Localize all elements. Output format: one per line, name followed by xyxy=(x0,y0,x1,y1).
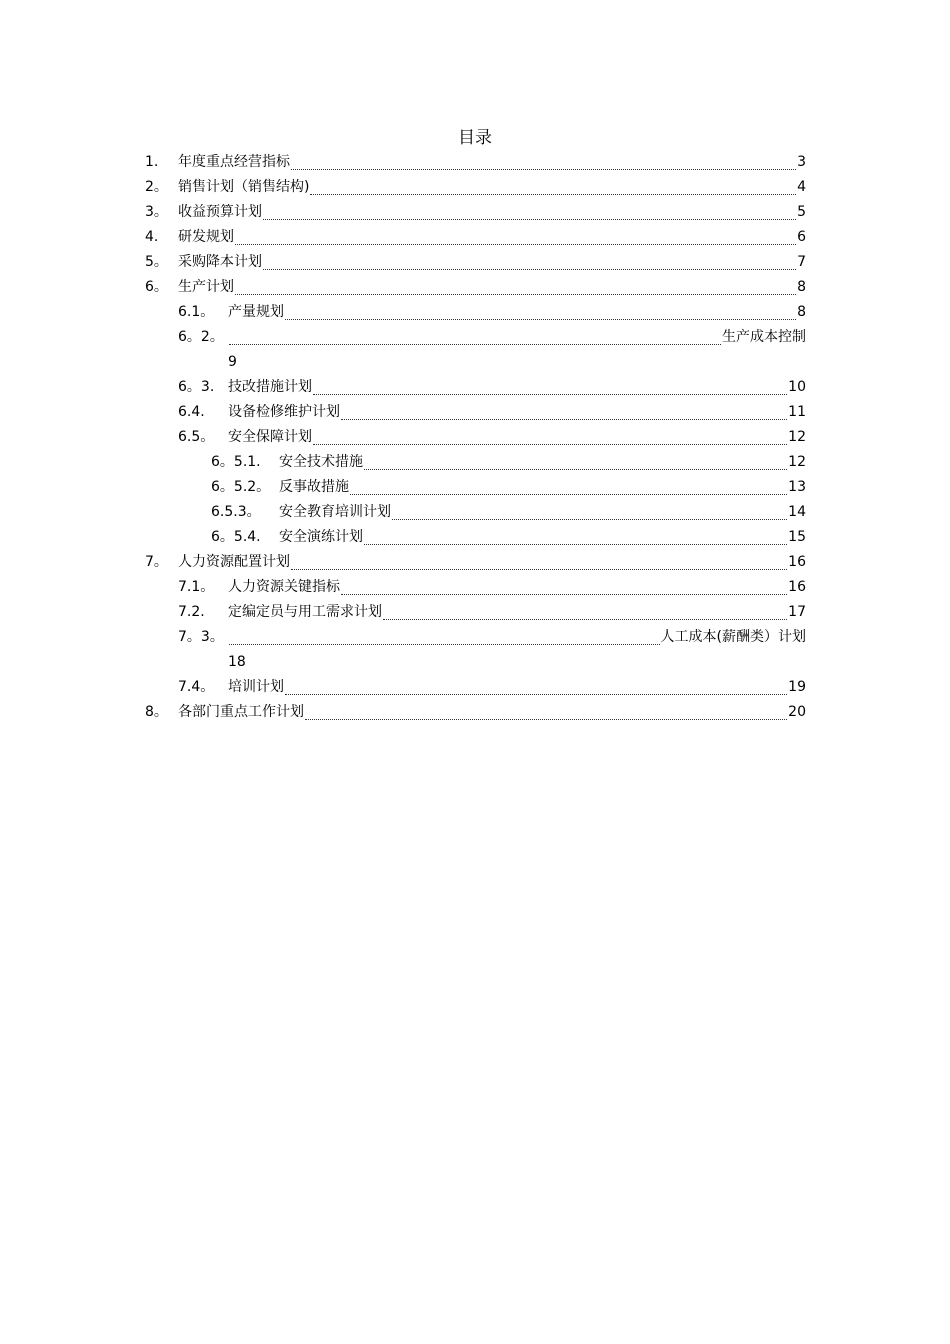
toc-entry[interactable] xyxy=(145,275,806,299)
dot-leader xyxy=(392,507,787,520)
toc-entry-page: 17 xyxy=(788,604,806,620)
toc-entry-text: 设备检修维护计划 xyxy=(228,404,340,420)
toc-entry-text: 生产成本控制 xyxy=(722,329,806,345)
toc-entry-page: 10 xyxy=(788,379,806,395)
toc-entry-number: 8。 xyxy=(145,704,168,720)
toc-entry-number: 1. xyxy=(145,154,159,170)
toc-entry-text: 技改措施计划 xyxy=(228,379,312,395)
toc-entry-text: 反事故措施 xyxy=(279,479,349,495)
toc-entry-text: 培训计划 xyxy=(228,679,284,695)
toc-entry-number: 3。 xyxy=(145,204,168,220)
toc-entry-text: 采购降本计划 xyxy=(178,254,262,270)
toc-entry[interactable] xyxy=(145,550,806,574)
dot-leader xyxy=(285,307,796,320)
toc-entry[interactable] xyxy=(145,150,806,174)
dot-leader xyxy=(235,282,796,295)
toc-entry[interactable] xyxy=(211,450,806,474)
dot-leader xyxy=(350,482,787,495)
toc-entry-number: 6.4. xyxy=(178,404,205,420)
toc-entry-page: 8 xyxy=(797,279,806,295)
toc-entry-text: 人力资源配置计划 xyxy=(178,554,290,570)
toc-entry-page: 20 xyxy=(788,704,806,720)
toc-entry-page: 16 xyxy=(788,579,806,595)
toc-entry-number: 4. xyxy=(145,229,159,245)
toc-entry-text: 人力资源关键指标 xyxy=(228,579,340,595)
toc-entry-number: 6.1。 xyxy=(178,304,215,320)
toc-entry[interactable] xyxy=(178,325,806,349)
toc-entry-text: 收益预算计划 xyxy=(178,204,262,220)
toc-entry-page: 4 xyxy=(797,179,806,195)
dot-leader xyxy=(310,182,796,195)
toc-entry-page: 8 xyxy=(797,304,806,320)
toc-entry[interactable] xyxy=(178,425,806,449)
toc-entry[interactable] xyxy=(178,300,806,324)
dot-leader xyxy=(291,157,796,170)
toc-entry-page: 13 xyxy=(788,479,806,495)
toc-entry-page: 9 xyxy=(228,354,237,370)
dot-leader xyxy=(341,582,787,595)
toc-entry-page: 3 xyxy=(797,154,806,170)
toc-entry-text: 定编定员与用工需求计划 xyxy=(228,604,382,620)
toc-entry[interactable] xyxy=(145,175,806,199)
toc-entry-page: 12 xyxy=(788,454,806,470)
toc-entry-page: 11 xyxy=(788,404,806,420)
toc-entry-number: 6.5.3。 xyxy=(211,504,261,520)
toc-title: 目录 xyxy=(458,128,492,148)
toc-entry[interactable] xyxy=(145,250,806,274)
toc-entry-text: 安全教育培训计划 xyxy=(279,504,391,520)
toc-entry-text: 安全演练计划 xyxy=(279,529,363,545)
toc-entry-number: 6。 xyxy=(145,279,168,295)
dot-leader xyxy=(341,407,787,420)
toc-entry-text: 各部门重点工作计划 xyxy=(178,704,304,720)
toc-entry-number: 7.4。 xyxy=(178,679,215,695)
toc-entry[interactable] xyxy=(145,700,806,724)
toc-entry[interactable] xyxy=(178,375,806,399)
toc-entry[interactable] xyxy=(211,525,806,549)
dot-leader xyxy=(313,382,787,395)
toc-entry-number: 7。3。 xyxy=(178,629,224,645)
toc-entry-page: 18 xyxy=(228,654,246,670)
toc-entry-text: 产量规划 xyxy=(228,304,284,320)
toc-entry-text: 安全保障计划 xyxy=(228,429,312,445)
toc-entry-number: 5。 xyxy=(145,254,168,270)
toc-entry-page: 6 xyxy=(797,229,806,245)
toc-entry-page: 16 xyxy=(788,554,806,570)
toc-entry-text: 安全技术措施 xyxy=(279,454,363,470)
dot-leader xyxy=(383,607,787,620)
toc-entry-page: 5 xyxy=(797,204,806,220)
dot-leader xyxy=(291,557,787,570)
toc-entry[interactable] xyxy=(178,575,806,599)
toc-entry-number: 6。3. xyxy=(178,379,215,395)
toc-entry-text: 生产计划 xyxy=(178,279,234,295)
toc-entry[interactable] xyxy=(145,200,806,224)
toc-entry-number: 7.2. xyxy=(178,604,205,620)
dot-leader xyxy=(364,457,787,470)
toc-entry-text: 人工成本(薪酬类）计划 xyxy=(660,629,806,645)
toc-entry-number: 6。5.2。 xyxy=(211,479,271,495)
dot-leader xyxy=(313,432,787,445)
dot-leader xyxy=(285,682,787,695)
toc-entry[interactable] xyxy=(211,500,806,524)
toc-entry-text: 研发规划 xyxy=(178,229,234,245)
toc-entry-number: 6。5.1. xyxy=(211,454,261,470)
toc-entry-page: 7 xyxy=(797,254,806,270)
toc-entry[interactable] xyxy=(178,600,806,624)
toc-entry-page: 12 xyxy=(788,429,806,445)
toc-entry-number: 7。 xyxy=(145,554,168,570)
toc-entry-number: 6。2。 xyxy=(178,329,224,345)
dot-leader xyxy=(364,532,787,545)
dot-leader xyxy=(229,332,721,345)
toc-entry[interactable] xyxy=(178,625,806,649)
dot-leader xyxy=(235,232,796,245)
toc-entry-page: 14 xyxy=(788,504,806,520)
toc-entry-number: 6.5。 xyxy=(178,429,215,445)
toc-entry-text: 销售计划（销售结构) xyxy=(178,179,310,195)
toc-entry-page: 15 xyxy=(788,529,806,545)
toc-entry[interactable] xyxy=(211,475,806,499)
toc-entry-number: 7.1。 xyxy=(178,579,215,595)
toc-entry-number: 2。 xyxy=(145,179,168,195)
toc-entry[interactable] xyxy=(178,675,806,699)
dot-leader xyxy=(263,257,796,270)
toc-entry[interactable] xyxy=(145,225,806,249)
toc-entry-text: 年度重点经营指标 xyxy=(178,154,290,170)
dot-leader xyxy=(229,632,660,645)
toc-entry[interactable] xyxy=(178,400,806,424)
dot-leader xyxy=(305,707,787,720)
dot-leader xyxy=(263,207,796,220)
toc-entry-number: 6。5.4. xyxy=(211,529,261,545)
toc-entry-page: 19 xyxy=(788,679,806,695)
